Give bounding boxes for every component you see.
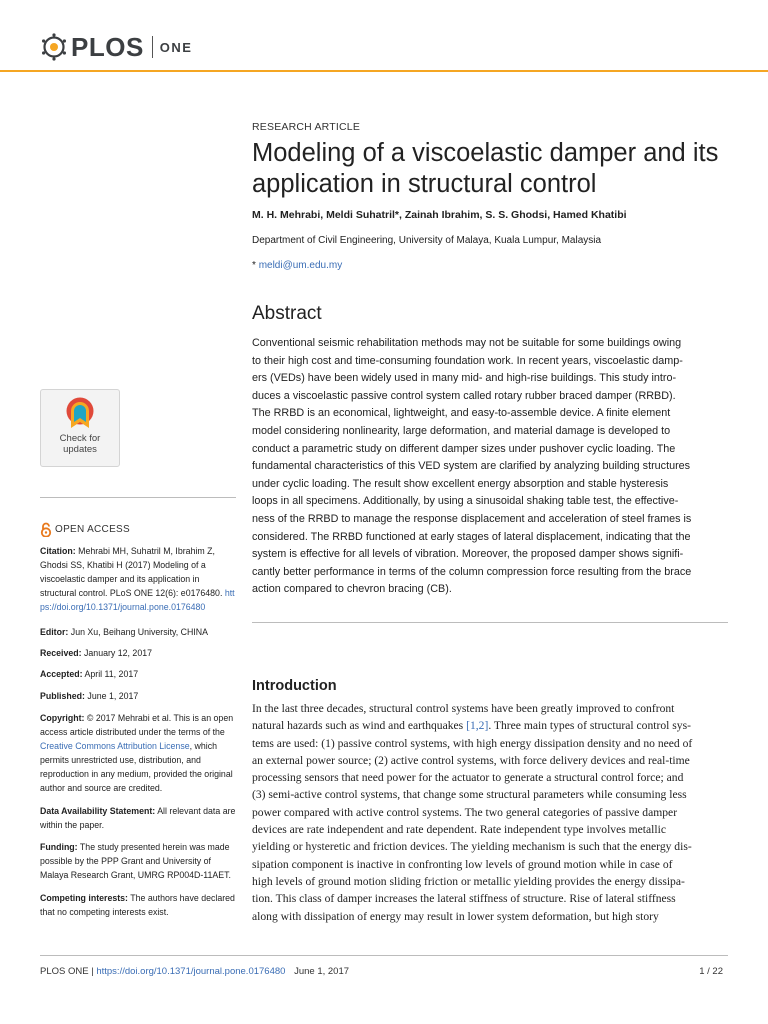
received-block bbox=[40, 646, 236, 660]
received-label: Received: bbox=[40, 648, 82, 658]
data-availability-block bbox=[40, 804, 236, 832]
funding-text: The study presented herein was made possible by the PPP Grant and University of Malaya Research Grant, UMRG RP004D-11AET. bbox=[40, 842, 231, 880]
check-for-updates-badge[interactable] bbox=[40, 389, 120, 467]
abstract-line: Conventional seismic rehabilitation methods may not be suitable for some buildings owing bbox=[252, 337, 682, 349]
page-footer bbox=[40, 966, 349, 977]
introduction-body bbox=[252, 700, 722, 925]
abstract-line: conduct a parametric study on different damper sizes under pushover cyclic loading. The bbox=[252, 442, 676, 455]
logo-plos-text: PLOS bbox=[71, 32, 144, 62]
check-for-updates-icon bbox=[63, 396, 97, 432]
plos-one-logo[interactable] bbox=[40, 30, 192, 64]
abstract-line: considered. The RRBD functioned at early stages of lateral displacement, indicating that the bbox=[252, 530, 691, 543]
badge-text bbox=[41, 434, 119, 455]
license-link[interactable]: Creative Commons Attribution License bbox=[40, 741, 190, 751]
open-lock-icon bbox=[40, 522, 52, 537]
intro-line: yielding or hysteretic and friction devices. The yielding mechanism is such that the energy dis- bbox=[252, 840, 692, 854]
affiliation: Department of Civil Engineering, University of Malaya, Kuala Lumpur, Malaysia bbox=[252, 235, 602, 246]
page-number: 1 / 22 bbox=[699, 966, 723, 977]
editor-text: Jun Xu, Beihang University, CHINA bbox=[70, 627, 209, 637]
abstract-heading: Abstract bbox=[252, 303, 322, 324]
funding-label: Funding: bbox=[40, 842, 78, 852]
email-marker: * bbox=[252, 260, 256, 271]
accepted-label: Accepted: bbox=[40, 669, 83, 679]
article-title: Modeling of a viscoelastic damper and its application in structural control bbox=[252, 139, 719, 198]
abstract-line: ness of the RRBD to manage the response displacement and acceleration of steel frames is bbox=[252, 512, 692, 525]
copyright-block bbox=[40, 711, 236, 795]
editor-block bbox=[40, 625, 236, 639]
abstract-line: duces a viscoelastic passive control system called rotary rubber braced damper (RRBD). bbox=[252, 389, 676, 402]
corresponding-email bbox=[252, 260, 722, 271]
intro-line-text: natural hazards such as wind and earthquakes bbox=[252, 719, 467, 733]
footer-divider bbox=[40, 955, 728, 956]
intro-line: In the last three decades, structural control systems have been greatly improved to confront bbox=[252, 702, 675, 715]
logo-separator bbox=[152, 36, 153, 58]
badge-line: updates bbox=[63, 443, 97, 455]
email-link[interactable]: meldi@um.edu.my bbox=[258, 260, 343, 271]
article-type: RESEARCH ARTICLE bbox=[252, 121, 361, 133]
abstract-line: action compared to chevron bracing (CB). bbox=[252, 583, 452, 596]
intro-line bbox=[252, 717, 722, 734]
footer-date: June 1, 2017 bbox=[294, 966, 350, 977]
abstract-line: under cyclic loading. The result show excellent energy absorption and stable hysteresis bbox=[252, 477, 669, 490]
abstract-divider bbox=[252, 622, 728, 623]
reference-link[interactable]: [1,2] bbox=[466, 719, 489, 733]
published-block bbox=[40, 689, 236, 703]
received-date: January 12, 2017 bbox=[84, 648, 152, 658]
competing-interests-label: Competing interests: bbox=[40, 893, 128, 903]
footer-journal: PLOS ONE | bbox=[40, 966, 97, 977]
plos-logo-icon bbox=[40, 33, 68, 61]
abstract-line: to their high cost and time-consuming foundation work. In recent years, viscoelastic damp- bbox=[252, 354, 683, 367]
journal-header bbox=[0, 0, 768, 80]
abstract-line: loops in all specimens. Additionally, by using a sinusoidal shaking table test, the effective- bbox=[252, 495, 679, 508]
intro-line: tems are used: (1) passive control systems, with high energy dissipation density and no need of bbox=[252, 736, 693, 750]
accepted-block bbox=[40, 667, 236, 681]
citation-block bbox=[40, 544, 236, 614]
footer-doi-link[interactable]: https://doi.org/10.1371/journal.pone.0176480 bbox=[96, 966, 286, 977]
accepted-date: April 11, 2017 bbox=[84, 669, 139, 679]
intro-line-text: . Three main types of structural control sys- bbox=[488, 719, 691, 733]
abstract-body bbox=[252, 335, 722, 599]
sidebar-divider bbox=[40, 497, 236, 498]
abstract-line: model considering nonlinearity, large deformation, and material damage is developed to bbox=[252, 424, 671, 437]
badge-line: Check for bbox=[59, 433, 101, 444]
citation-doi-link[interactable]: https://doi.org/10.1371/journal.pone.0176480 bbox=[40, 588, 235, 612]
introduction-heading: Introduction bbox=[252, 678, 337, 694]
abstract-line: fundamental characteristics of this VED system are clarified by analyzing building structures bbox=[252, 460, 691, 473]
intro-line: devices are rate independent and rate dependent. Rate independent type involves metallic bbox=[252, 823, 666, 837]
competing-interests-text: The authors have declared that no competing interests exist. bbox=[40, 893, 235, 917]
open-access-label bbox=[40, 522, 130, 537]
intro-line: high levels of ground motion sliding friction or metallic yielding provides the energy dissipa- bbox=[252, 874, 685, 888]
published-date: June 1, 2017 bbox=[87, 691, 139, 701]
copyright-label: Copyright: bbox=[40, 713, 85, 723]
intro-line: along with dissipation of energy may result in lower system deformation, but high story bbox=[252, 909, 659, 923]
intro-line: tion. This class of damper increases the lateral stiffness of structure. Rise of lateral stiffness bbox=[252, 892, 676, 906]
citation-text: Mehrabi MH, Suhatril M, Ibrahim Z, Ghodsi SS, Khatibi H (2017) Modeling of a viscoelastic damper and its application in structural control. PLoS ONE 12(6): e0176480. bbox=[40, 546, 223, 598]
abstract-line: The RRBD is an economical, lightweight, and easy-to-assemble device. A finite element bbox=[252, 407, 671, 420]
author-list: M. H. Mehrabi, Meldi Suhatril*, Zainah Ibrahim, S. S. Ghodsi, Hamed Khatibi bbox=[252, 209, 627, 221]
abstract-line: ers (VEDs) have been widely used in many mid- and high-rise buildings. This study intro- bbox=[252, 372, 677, 385]
intro-line: an external power source; (2) active control systems, with force delivery devices and real-time bbox=[252, 753, 690, 767]
copyright-text: © 2017 Mehrabi et al. This is an open access article distributed under the terms of the bbox=[40, 713, 234, 737]
data-availability-label: Data Availability Statement: bbox=[40, 806, 156, 816]
copyright-text-2: , which permits unrestricted use, distribution, and reproduction in any medium, provided the original author and source are credited. bbox=[40, 741, 233, 793]
open-access-text: OPEN ACCESS bbox=[55, 524, 130, 535]
intro-line: processing sensors that need power for the actuator to generate a structural control force; and bbox=[252, 771, 684, 785]
abstract-line: system is effective for all levels of vibration. Moreover, the proposed damper shows signifi- bbox=[252, 548, 684, 561]
intro-line: (3) semi-active control systems, that change some structural parameters while consuming less bbox=[252, 788, 687, 802]
funding-block bbox=[40, 840, 236, 882]
intro-line: sipation component is inactive in confronting low levels of ground motion while in case of bbox=[252, 857, 673, 871]
competing-interests-block bbox=[40, 891, 236, 919]
abstract-line: cantly better performance in terms of the column compression force resulting from the brace bbox=[252, 565, 692, 578]
data-availability-text: All relevant data are within the paper. bbox=[40, 806, 236, 830]
editor-label: Editor: bbox=[40, 627, 69, 637]
header-rule bbox=[0, 70, 768, 72]
intro-line: power compared with active control systems. The two general categories of passive damper bbox=[252, 805, 678, 819]
logo-one-text: ONE bbox=[159, 39, 193, 55]
citation-label: Citation: bbox=[40, 546, 76, 556]
published-label: Published: bbox=[40, 691, 85, 701]
